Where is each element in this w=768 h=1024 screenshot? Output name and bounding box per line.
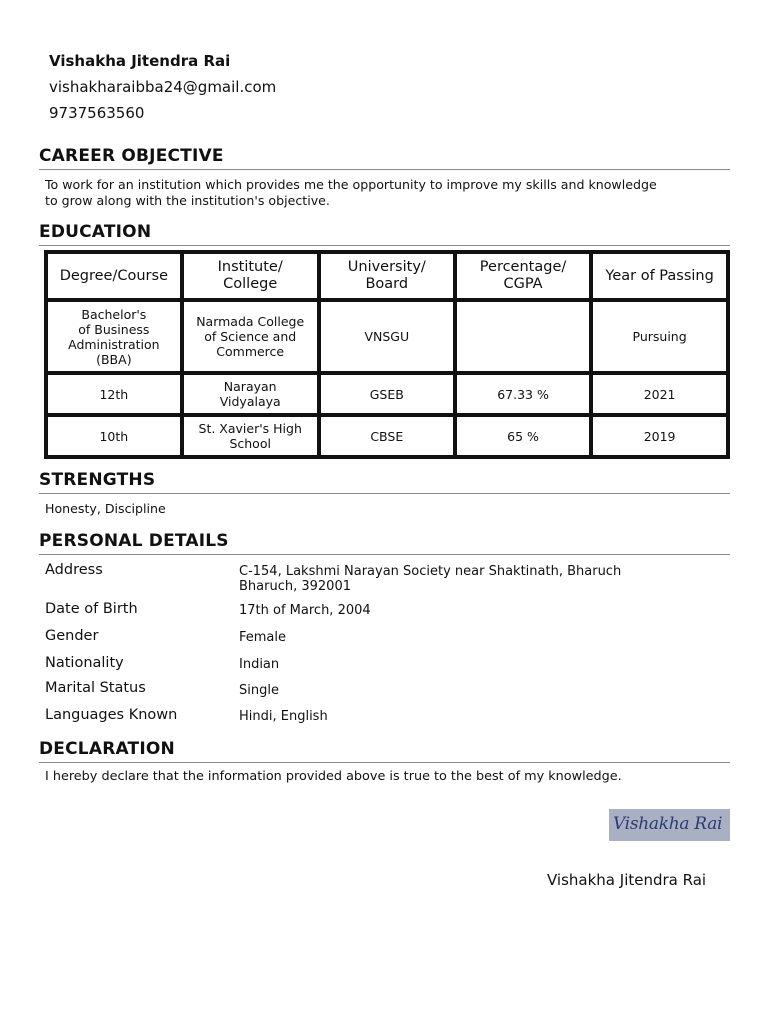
marital-status-label: Marital Status — [45, 680, 146, 696]
address-value: C-154, Lakshmi Narayan Society near Shaktinath, Bharuch Bharuch, 392001 — [239, 564, 622, 594]
education-table — [44, 250, 730, 459]
dob-label: Date of Birth — [45, 601, 138, 617]
declaration-text: I hereby declare that the information provided above is true to the best of my knowledge. — [45, 769, 622, 784]
cell-degree: 10th — [46, 415, 182, 457]
signature-handwriting: Vishakha Rai — [613, 814, 723, 834]
languages-label: Languages Known — [45, 707, 178, 723]
cell-institute: Narmada College of Science and Commerce — [182, 300, 319, 373]
education-row-12th — [46, 373, 728, 415]
education-row-10th — [46, 415, 728, 457]
career-objective-line: To work for an institution which provides me the opportunity to improve my skills and knowledge — [45, 177, 657, 192]
nationality-label: Nationality — [45, 655, 124, 671]
nationality-value: Indian — [239, 657, 280, 672]
education-header-row — [46, 252, 728, 300]
cell-year: 2021 — [591, 373, 728, 415]
cell-board: CBSE — [319, 415, 455, 457]
candidate-email: vishakharaibba24@gmail.com — [49, 78, 277, 96]
declaration-heading: DECLARATION — [39, 739, 175, 759]
header-degree-course: Degree/Course — [46, 252, 182, 300]
header-university-board: University/ Board — [319, 252, 455, 300]
cell-board: VNSGU — [319, 300, 455, 373]
education-row-bba — [46, 300, 728, 373]
dob-value: 17th of March, 2004 — [239, 603, 371, 618]
section-divider — [39, 762, 730, 763]
cell-institute: Narayan Vidyalaya — [182, 373, 319, 415]
gender-label: Gender — [45, 628, 99, 644]
cell-degree: 12th — [46, 373, 182, 415]
cell-degree: Bachelor's of Business Administration (BBA) — [46, 300, 182, 373]
address-label: Address — [45, 562, 103, 578]
marital-status-value: Single — [239, 683, 279, 698]
cell-institute: St. Xavier's High School — [182, 415, 319, 457]
education-heading: EDUCATION — [39, 222, 152, 242]
candidate-phone: 9737563560 — [49, 104, 145, 122]
strengths-text: Honesty, Discipline — [45, 501, 166, 516]
section-divider — [39, 245, 730, 246]
signature-image — [609, 809, 730, 841]
cell-board: GSEB — [319, 373, 455, 415]
career-objective-line: to grow along with the institution's objective. — [45, 193, 330, 208]
career-objective-heading: CAREER OBJECTIVE — [39, 146, 224, 166]
cell-percentage — [455, 300, 591, 373]
personal-details-heading: PERSONAL DETAILS — [39, 531, 229, 551]
cell-percentage: 67.33 % — [455, 373, 591, 415]
candidate-name: Vishakha Jitendra Rai — [49, 52, 231, 70]
section-divider — [39, 493, 730, 494]
signatory-name: Vishakha Jitendra Rai — [547, 871, 707, 889]
cell-year: Pursuing — [591, 300, 728, 373]
career-objective-text — [45, 177, 735, 209]
header-institute-college: Institute/ College — [182, 252, 319, 300]
languages-value: Hindi, English — [239, 709, 328, 724]
strengths-heading: STRENGTHS — [39, 470, 156, 490]
section-divider — [39, 169, 730, 170]
cell-percentage: 65 % — [455, 415, 591, 457]
header-year-of-passing: Year of Passing — [591, 252, 728, 300]
cell-year: 2019 — [591, 415, 728, 457]
header-percentage-cgpa: Percentage/ CGPA — [455, 252, 591, 300]
gender-value: Female — [239, 630, 287, 645]
section-divider — [39, 554, 730, 555]
